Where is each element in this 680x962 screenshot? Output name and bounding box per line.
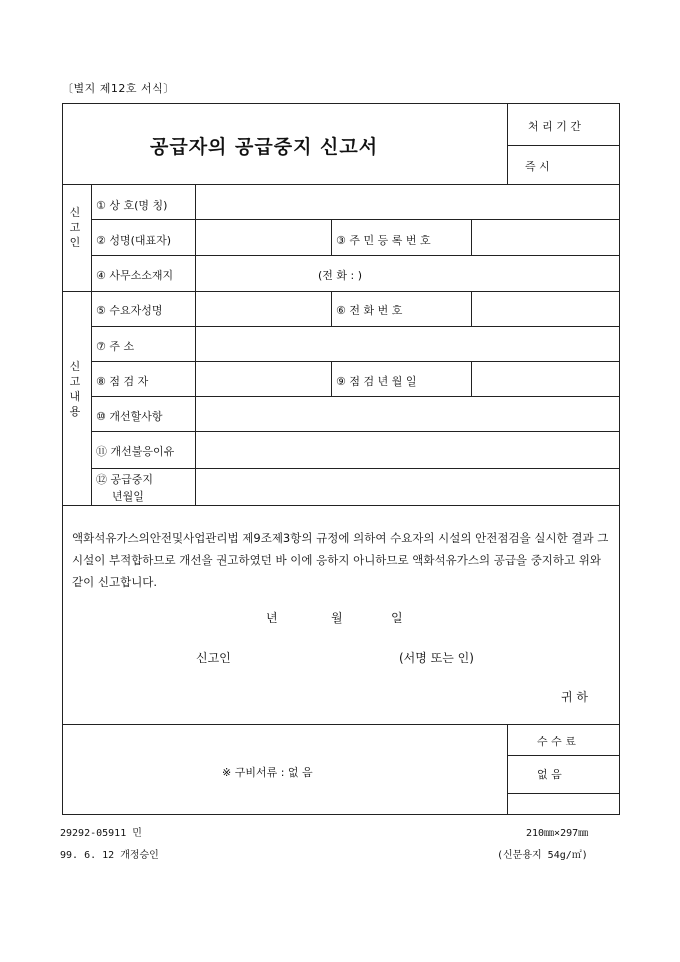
- field-label-registration-number: ③ 주 민 등 록 번 호: [336, 234, 431, 247]
- paper-size: 210㎜×297㎜: [526, 828, 589, 839]
- section-reporter-label: 신고인: [69, 206, 81, 249]
- field-label-customer-phone: ⑥ 전 화 번 호: [336, 304, 403, 317]
- divider: [507, 145, 619, 146]
- field-label-suspension-date-2: 년월일: [112, 490, 144, 503]
- divider: [331, 361, 332, 396]
- date-day: 일: [391, 611, 403, 625]
- field-label-improvements: ⑩ 개선할사항: [96, 410, 163, 423]
- paper-type: (신문용지 54g/㎡): [497, 850, 588, 861]
- divider: [471, 361, 472, 396]
- divider: [91, 255, 619, 256]
- processing-period-label: 처 리 기 간: [528, 120, 581, 133]
- section-content-label: 신고내용: [69, 360, 81, 418]
- divider: [63, 184, 619, 185]
- field-label-inspector: ⑧ 점 검 자: [96, 375, 149, 388]
- divider: [91, 468, 619, 469]
- date-month: 월: [331, 611, 343, 625]
- processing-period-value: 즉 시: [525, 160, 550, 173]
- divider: [471, 219, 472, 255]
- divider: [507, 755, 619, 756]
- divider: [195, 184, 196, 505]
- divider: [507, 724, 508, 814]
- fee-value: 없 음: [537, 768, 562, 781]
- divider: [91, 219, 619, 220]
- addressee: 귀 하: [561, 690, 588, 704]
- field-label-office-address: ④ 사무소소재지: [96, 269, 174, 282]
- divider: [331, 291, 332, 326]
- divider: [331, 219, 332, 255]
- field-label-office-phone: (전 화 : ): [318, 269, 363, 282]
- divider: [507, 793, 619, 794]
- divider: [471, 291, 472, 326]
- divider: [91, 431, 619, 432]
- divider: [507, 104, 508, 184]
- field-label-customer-name: ⑤ 수요자성명: [96, 304, 163, 317]
- signature-label: 신고인: [196, 651, 231, 665]
- divider: [63, 724, 619, 725]
- field-label-trade-name: ① 상 호(명 칭): [96, 199, 168, 212]
- date-year: 년: [266, 611, 278, 625]
- divider: [91, 326, 619, 327]
- field-label-inspection-date: ⑨ 점 검 년 월 일: [336, 375, 417, 388]
- divider: [63, 505, 619, 506]
- divider: [91, 396, 619, 397]
- document-title: 공급자의 공급중지 신고서: [150, 136, 379, 158]
- field-label-noncompliance-reason: ⑪ 개선불응이유: [96, 445, 175, 458]
- approval-date: 99. 6. 12 개정승인: [60, 850, 159, 861]
- divider: [91, 361, 619, 362]
- divider: [91, 184, 92, 505]
- field-label-representative: ② 성명(대표자): [96, 234, 172, 247]
- signature-note: (서명 또는 인): [399, 651, 474, 665]
- field-label-address: ⑦ 주 소: [96, 340, 135, 353]
- form-number: 〔별지 제12호 서식〕: [62, 82, 175, 95]
- form-code: 29292-05911 민: [60, 828, 142, 839]
- field-label-suspension-date: ⑫ 공급중지: [96, 473, 154, 486]
- declaration-text: 액화석유가스의안전및사업관리법 제9조제3항의 규정에 의하여 수요자의 시설의 안전점검을 실시한 결과 그 시설이 부적합하므로 개선을 권고하였던 바 이에 응하지 아니하므로 액화석유가스의 공급을 중지하고 위와 같이 신고합니다.: [72, 531, 609, 589]
- required-documents: ※ 구비서류 : 없 음: [222, 766, 313, 779]
- divider: [63, 291, 619, 292]
- fee-label: 수 수 료: [537, 735, 576, 748]
